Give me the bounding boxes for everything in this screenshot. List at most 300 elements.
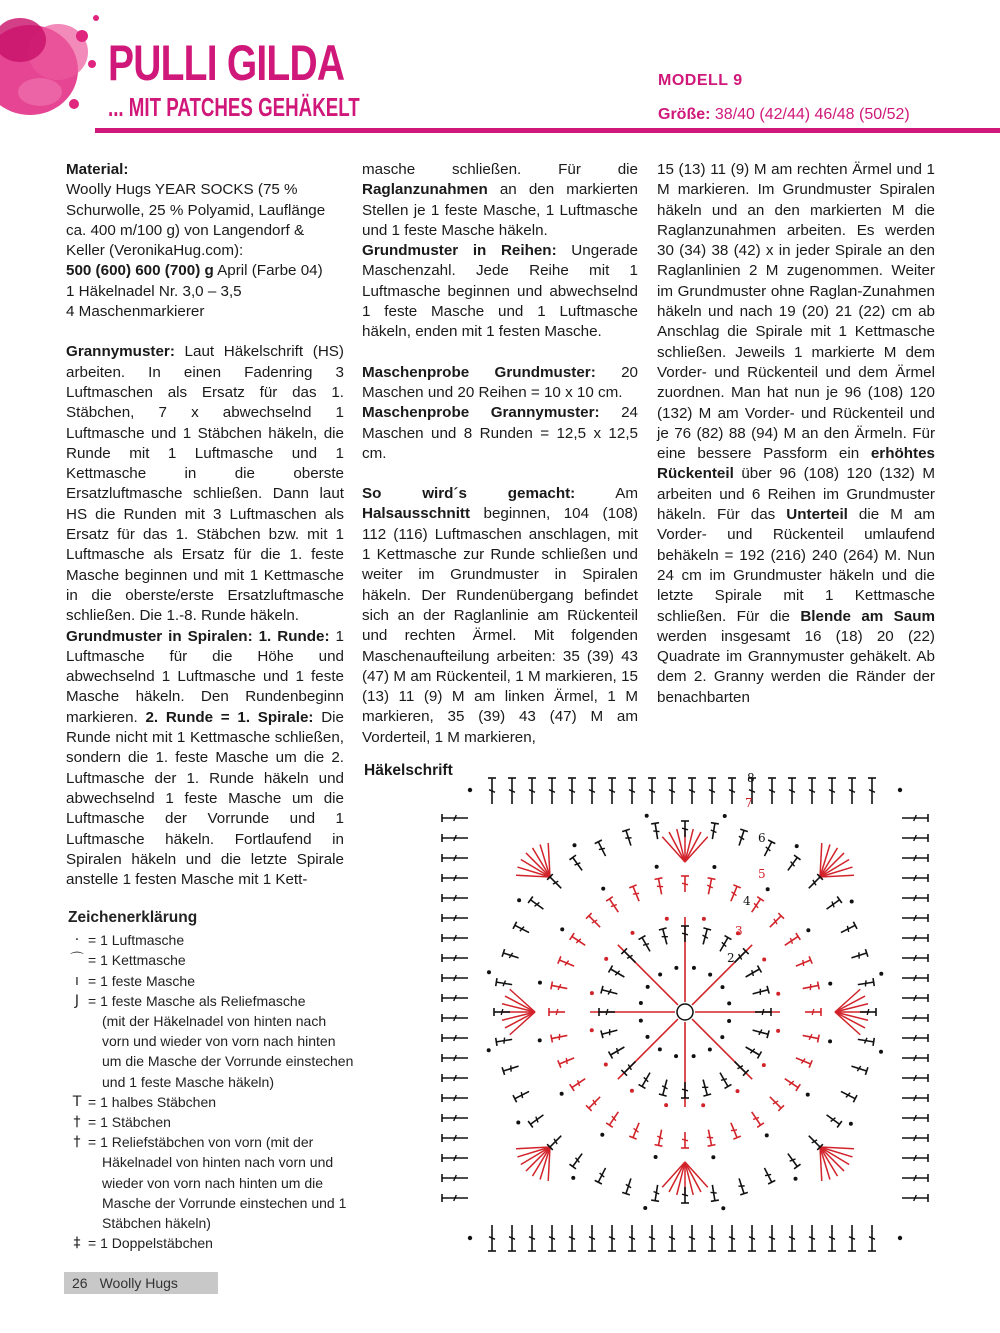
ring-stitch [496, 978, 513, 988]
ring-stitch [785, 1151, 801, 1169]
double-crochet-icon: † [73, 1114, 81, 1131]
chain-dot [720, 1035, 724, 1039]
border-stitch-right [902, 814, 928, 822]
chain-dot [708, 973, 712, 977]
ring-stitch [850, 949, 868, 962]
cont-text-b: über 96 (108) 120 (132) M arbeiten und 6 Reihen im Grundmuster häkeln. Für das [657, 465, 935, 524]
granny-paragraph [66, 342, 344, 626]
legend-item-text [88, 991, 356, 1092]
border-stitch-right [902, 914, 928, 922]
chain-dot [487, 1048, 491, 1052]
yarn-color: April (Farbe 04) [217, 262, 323, 280]
raglan-text-b: an den markierten Stellen je 1 feste Masche, 1 Luftmasche und 1 feste Masche häkeln. [362, 181, 638, 239]
ring-stitch [569, 1151, 585, 1169]
chain-dot [658, 972, 662, 976]
border-stitch-top [608, 778, 616, 804]
ring-stitch [783, 1075, 801, 1091]
border-stitch-left [442, 874, 468, 882]
chain-dot [590, 1028, 594, 1032]
chain-dot [664, 1103, 668, 1107]
border-stitch-top [848, 778, 856, 804]
legend-item-text [88, 950, 356, 970]
border-stitch-right [902, 1054, 928, 1062]
hem-band-heading: Blende am Saum [800, 607, 935, 625]
instructions-heading: So wird´s gemacht: [362, 485, 576, 503]
size-value: 38/40 (42/44) 46/48 (50/52) [714, 106, 910, 123]
legend-item-label: = 1 Doppelstäbchen [88, 1235, 213, 1252]
ring-stitch [839, 1088, 857, 1102]
ring-stitch [857, 1035, 874, 1045]
chain-dot [516, 1121, 520, 1125]
relief-single-crochet-icon: J [74, 992, 80, 1009]
chain-dot [630, 1089, 634, 1093]
ring-stitch [794, 956, 812, 970]
rows-heading: Grundmuster in Reihen: [362, 242, 557, 260]
border-stitch-bottom [708, 1225, 716, 1251]
ring-stitch [806, 874, 823, 891]
ring-stitch [494, 1008, 510, 1016]
legend-heading: Zeichenerklärung [68, 909, 198, 926]
border-stitch-bottom [688, 1225, 696, 1251]
legend-item [66, 950, 356, 970]
border-stitch-bottom [608, 1225, 616, 1251]
front-post-double-crochet-icon: † [73, 1134, 81, 1151]
chain-dot [708, 1048, 712, 1052]
ring-stitch [570, 933, 588, 949]
border-stitch-left [442, 994, 468, 1002]
legend-item-note: Häkelnadel von hinten nach vorn und wieder von vorn nach hinten um die Masche der Vorrunde einstechen und 1 Stäbchen häkeln) [102, 1154, 347, 1232]
ring-stitch [748, 1110, 764, 1128]
ring-stitch [860, 1008, 876, 1016]
round-number-label: 3 [735, 924, 743, 938]
chain-stitch-icon: · [74, 932, 80, 949]
ring-stitch [622, 1177, 635, 1195]
ring-stitch [794, 1054, 812, 1068]
ring-stitch [681, 1187, 689, 1203]
chain-dot [517, 898, 521, 902]
border-stitch-bottom [488, 1225, 496, 1251]
chain-dot [828, 1039, 832, 1043]
chain-dot [639, 1001, 643, 1005]
border-stitch-top [708, 778, 716, 804]
border-stitch-top [588, 778, 596, 804]
page-subtitle: ... MIT PATCHES GEHÄKELT [108, 92, 360, 122]
gauge-text-2: 24 Maschen und 8 Runden = 12,5 x 12,5 cm. [362, 404, 638, 462]
border-stitch-left [442, 1014, 468, 1022]
chain-dot [643, 1206, 647, 1210]
legend-item [66, 1112, 356, 1132]
chain-dot [571, 1176, 575, 1180]
chain-dot [711, 1155, 715, 1159]
border-stitch-left [442, 1154, 468, 1162]
chain-dot [849, 1122, 853, 1126]
border-stitch-left [442, 1134, 468, 1142]
border-stitch-bottom [748, 1225, 756, 1251]
ring-stitch [570, 1075, 588, 1091]
ring-stitch [606, 1110, 622, 1128]
chain-dot [639, 1019, 643, 1023]
page-number: 26 [72, 1275, 88, 1291]
ring-stitch [744, 966, 762, 981]
chain-dot [850, 899, 854, 903]
rows-paragraph [362, 241, 638, 342]
half-double-crochet-icon: T [72, 1093, 82, 1110]
continuation-paragraph [657, 160, 935, 708]
ring-stitch [513, 1088, 531, 1102]
border-stitch-bottom [508, 1225, 516, 1251]
ring-stitch [629, 885, 643, 903]
ring-stitch [708, 823, 718, 840]
legend-item-label: = 1 Kettmasche [88, 952, 186, 969]
chain-dot [701, 1103, 705, 1107]
legend-item-text [88, 1233, 356, 1253]
ring-stitch [727, 885, 741, 903]
border-stitch-bottom [848, 1225, 856, 1251]
ring-stitch [805, 1008, 821, 1016]
border-stitch-left [442, 1074, 468, 1082]
border-stitch-top [868, 778, 876, 804]
ring-stitch [629, 1121, 643, 1139]
ring-stitch [785, 855, 801, 873]
ring-stitch [748, 897, 764, 915]
chain-dot [572, 843, 576, 847]
border-stitch-bottom [668, 1225, 676, 1251]
chain-dot [487, 970, 491, 974]
chain-dot [560, 1092, 564, 1096]
spiral-paragraph [66, 627, 344, 891]
ring-stitch [767, 1094, 784, 1111]
ring-stitch [651, 823, 661, 840]
ring-stitch [802, 1031, 819, 1042]
chain-dot [735, 1089, 739, 1093]
legend-item-text [88, 1132, 356, 1233]
chain-dot [631, 931, 635, 935]
corner-chain-dot [468, 1236, 472, 1240]
border-stitch-left [442, 1194, 468, 1202]
ring-stitch [586, 1094, 603, 1111]
ring-stitch [824, 1112, 842, 1128]
round-number-label: 7 [745, 796, 753, 810]
ring-stitch [735, 1177, 748, 1195]
border-stitch-left [442, 1174, 468, 1182]
ring-stitch [528, 1112, 546, 1128]
round-number-label: 4 [743, 894, 751, 908]
border-stitch-top [528, 778, 536, 804]
legend-item-label: = 1 halbes Stäbchen [88, 1093, 217, 1110]
border-stitch-left [442, 1114, 468, 1122]
ring-stitch [595, 1166, 609, 1184]
spiral-heading: Grundmuster in Spiralen: 1. Runde: [66, 627, 330, 645]
ring-stitch [502, 1062, 520, 1075]
page-footer [64, 1272, 218, 1294]
chain-dot [560, 927, 564, 931]
ring-stitch [639, 1071, 654, 1089]
material-heading: Material: [66, 161, 129, 178]
chain-dot [665, 917, 669, 921]
ring-stitch [606, 897, 622, 915]
ring-stitch [699, 928, 711, 946]
chain-dot [806, 928, 810, 932]
chain-dot [806, 1093, 810, 1097]
legend-item [66, 1092, 356, 1112]
border-stitch-left [442, 1094, 468, 1102]
ring-stitch [850, 1062, 868, 1075]
legend-item-text [88, 1112, 356, 1132]
legend-item [66, 1233, 356, 1253]
border-stitch-right [902, 1114, 928, 1122]
ring-stitch [802, 982, 819, 993]
ring-stitch [659, 1079, 671, 1097]
gauge-heading-1: Maschenprobe Grundmuster: [362, 363, 596, 381]
size-info [658, 106, 910, 124]
ring-stitch [681, 926, 689, 942]
border-stitch-bottom [808, 1225, 816, 1251]
ring-stitch [744, 1044, 762, 1059]
chain-dot [879, 1050, 883, 1054]
raglan-heading: Raglanzunahmen [362, 181, 488, 199]
header-rule [95, 128, 1000, 133]
chain-dot [721, 1206, 725, 1210]
ring-stitch [601, 1026, 619, 1038]
ring-stitch [699, 1079, 711, 1097]
spiral-round-2-heading: 2. Runde = 1. Spirale: [145, 708, 314, 726]
chain-dot [794, 1177, 798, 1181]
diagram-title: Häkelschrift [364, 762, 453, 779]
chain-dot [590, 991, 594, 995]
ring-stitch [752, 986, 770, 998]
border-stitch-top [728, 778, 736, 804]
border-stitch-top [828, 778, 836, 804]
legend-item-label: = 1 Stäbchen [88, 1114, 171, 1131]
ring-stitch [551, 1031, 568, 1042]
chain-dot [604, 957, 608, 961]
round-number-label: 8 [747, 771, 755, 785]
chain-dot [721, 985, 725, 989]
legend-item [66, 1132, 356, 1233]
chain-dot [654, 1155, 658, 1159]
legend-item [66, 971, 356, 991]
chain-dot [727, 1019, 731, 1023]
legend-item-label: = 1 feste Masche als Reliefmasche [88, 992, 306, 1009]
ring-stitch [824, 896, 842, 912]
material-text: Woolly Hugs YEAR SOCKS (75 % Schurwolle, 25 % Polyamid, Lauflänge ca. 400 m/100 g) von Langendorf & Keller (VeronikaHug.com): [66, 181, 326, 260]
border-stitch-top [488, 778, 496, 804]
chain-dot [538, 1038, 542, 1042]
yarn-amount [66, 261, 344, 281]
chain-dot [712, 865, 716, 869]
ring-stitch [761, 1166, 775, 1184]
border-stitch-left [442, 974, 468, 982]
ring-stitch [547, 1133, 564, 1150]
border-stitch-right [902, 934, 928, 942]
crochet-chart [440, 760, 930, 1280]
border-stitch-right [902, 1094, 928, 1102]
cont-text-d: werden insgesamt 16 (18) 20 (22) Quadrate im Grannymuster gehäkelt. Ab dem 2. Granny werden die Ränder der benachbarten [657, 627, 935, 706]
border-stitch-left [442, 894, 468, 902]
chain-dot [766, 887, 770, 891]
hook-size: 1 Häkelnadel Nr. 3,0 – 3,5 [66, 282, 242, 300]
border-stitch-left [442, 854, 468, 862]
border-stitch-left [442, 954, 468, 962]
border-stitch-right [902, 1134, 928, 1142]
border-stitch-bottom [728, 1225, 736, 1251]
ring-stitch [528, 896, 546, 912]
chain-dot [658, 1047, 662, 1051]
chain-dot [776, 992, 780, 996]
border-stitch-top [688, 778, 696, 804]
ring-stitch [639, 936, 654, 954]
border-stitch-top [508, 778, 516, 804]
chain-dot [655, 865, 659, 869]
chain-dot [828, 982, 832, 986]
border-stitch-right [902, 1194, 928, 1202]
ring-stitch [681, 876, 689, 892]
ring-stitch [704, 1129, 715, 1146]
rows-text: Ungerade Maschenzahl. Jede Reihe mit 1 Luftmasche beginnen und abwechselnd 1 feste Masche und 1 Luftmasche häkeln, enden mit 1 festen Masche. [362, 242, 638, 341]
ring-stitch [708, 1184, 718, 1201]
chain-dot [600, 1133, 604, 1137]
stitch-markers: 4 Maschenmarkierer [66, 303, 205, 321]
raglan-text-a: masche schließen. Für die [362, 161, 638, 178]
border-stitch-left [442, 1034, 468, 1042]
border-stitch-right [902, 1014, 928, 1022]
round-number-label: 6 [758, 831, 766, 845]
border-stitch-right [902, 1074, 928, 1082]
chain-dot [702, 917, 706, 921]
border-stitch-left [442, 834, 468, 842]
legend-item-label: = 1 Reliefstäbchen von vorn (mit der [88, 1134, 314, 1151]
chain-dot [765, 1133, 769, 1137]
chain-dot [674, 1054, 678, 1058]
ring-stitch [513, 922, 531, 936]
instructions-paragraph [362, 484, 638, 748]
border-stitch-right [902, 894, 928, 902]
border-stitch-left [442, 934, 468, 942]
ring-stitch [599, 1008, 615, 1016]
border-stitch-top [808, 778, 816, 804]
legend-item-text [88, 971, 356, 991]
chain-dot [762, 958, 766, 962]
legend-item-label: = 1 Luftmasche [88, 932, 185, 949]
round-number-label: 5 [758, 867, 766, 881]
ring-stitch [609, 1044, 627, 1059]
legend-item [66, 991, 356, 1092]
text-column-1 [66, 160, 344, 890]
model-number: MODELL 9 [658, 72, 743, 89]
border-stitch-right [902, 1154, 928, 1162]
border-stitch-top [628, 778, 636, 804]
ring-stitch [717, 1071, 732, 1089]
treble-crochet-icon: ‡ [73, 1235, 81, 1252]
spiral-text-1: 1 Luftmasche für die Höhe und abwechselnd 1 Luftmasche und 1 feste Masche häkeln. Den Rundenbeginn markieren. [66, 627, 344, 726]
border-stitch-right [902, 974, 928, 982]
text-column-3 [657, 160, 935, 708]
border-stitch-bottom [768, 1225, 776, 1251]
raglan-paragraph [362, 160, 638, 241]
watercolor-splash-decoration [0, 0, 110, 140]
magazine-name: Woolly Hugs [99, 1275, 178, 1291]
border-stitch-right [902, 834, 928, 842]
slip-stitch-icon: ⌒ [70, 952, 84, 969]
border-stitch-right [902, 874, 928, 882]
legend-item-label: = 1 feste Masche [88, 972, 196, 989]
cont-text-a: 15 (13) 11 (9) M am rechten Ärmel und 1 M markieren. Im Grundmuster Spiralen häkeln und an den markierten M die Raglanzunahmen arbeiten. Es werden 30 (34) 38 (42) x in jeder Spirale an den Raglanlinien 2 M zugenommen. Weiter im Grundmuster ohne Raglan-Zunahmen häkeln und nach 19 (20) 21 (22) cm ab Anschlag die Spirale mit 1 Kettmasche schließen. Jeweils 1 markierte M dem Vorder- und Rückenteil und dem Ärmel zuordnen. Man hat nun je 96 (108) 120 (132) M am Vorder- und Rückenteil und je 76 (82) 88 (94) M an den Ärmeln. Für eine bessere Passform ein [657, 161, 935, 463]
border-stitch-bottom [628, 1225, 636, 1251]
border-stitch-bottom [788, 1225, 796, 1251]
ring-stitch [569, 855, 585, 873]
border-stitch-right [902, 954, 928, 962]
ring-stitch [681, 1082, 689, 1098]
chain-dot [692, 1054, 696, 1058]
border-stitch-bottom [648, 1225, 656, 1251]
ring-stitch [857, 978, 874, 988]
ring-stitch [609, 966, 627, 981]
border-stitch-left [442, 814, 468, 822]
ring-stitch [727, 1121, 741, 1139]
size-label: Größe: [658, 106, 711, 123]
legend-item-text [88, 1092, 356, 1112]
ring-stitch [558, 956, 576, 970]
ring-stitch [681, 821, 689, 837]
gauge-paragraph-1 [362, 363, 638, 404]
granny-heading: Grannymuster: [66, 343, 175, 361]
chain-dot [674, 966, 678, 970]
ring-stitch [735, 829, 748, 847]
ring-stitch [752, 1026, 770, 1038]
ring-stitch [806, 1133, 823, 1150]
corner-chain-dot [468, 788, 472, 792]
center-ring [677, 1004, 693, 1020]
gauge-text-1: 20 Maschen und 20 Reihen = 10 x 10 cm. [362, 363, 638, 401]
gauge-heading-2: Maschenprobe Grannymuster: [362, 404, 600, 422]
border-stitch-top [648, 778, 656, 804]
chain-dot [538, 981, 542, 985]
granny-text: Laut Häkelschrift (HS) arbeiten. In einen Fadenring 3 Luftmaschen als Ersatz für das 1. Stäbchen, 7 x abwechselnd 1 Luftmasche und 1 Stäbchen häkeln, die Runde mit 1 Luftmasche und 1 Kettmasche in die oberste Ersatzluftmasche schließen. Dann laut HS die Runden mit 3 Luftmaschen als Ersatz für das 1. Stäbchen bzw. mit 1 Luftmasche als Ersatz für die 1. feste Masche beginnen und mit 1 Kettmasche in die oberste/erste Ersatzluftmasche schließen. Die 1.-8. Runde häkeln. [66, 343, 344, 625]
corner-chain-dot [898, 1236, 902, 1240]
chain-dot [645, 1035, 649, 1039]
border-stitch-left [442, 1054, 468, 1062]
chain-dot [601, 887, 605, 891]
ring-stitch [655, 1129, 666, 1146]
ring-stitch [651, 1184, 661, 1201]
border-stitch-top [788, 778, 796, 804]
border-stitch-top [548, 778, 556, 804]
ring-stitch [622, 829, 635, 847]
ring-stitch [496, 1035, 513, 1045]
chain-dot [692, 966, 696, 970]
back-raise-heading: erhöhtes Rückenteil [657, 445, 935, 483]
border-stitch-top [768, 778, 776, 804]
ring-stitch [551, 982, 568, 993]
symbol-legend [66, 908, 356, 1253]
instructions-text-b: beginnen, 104 (108) 112 (116) Luftmaschen anschlagen, mit 1 Kettmasche zur Runde schließen und weiter im Grundmuster in Spiralen häkeln. Der Rundenübergang befindet sich an der Raglanlinie am Rückenteil und rechten Ärmel. Mit folgenden Maschenaufteilung arbeiten: 35 (39) 43 (47) M am Rückenteil, 1 M markieren, 15 (13) 11 (9) M am linken Ärmel, 1 M markieren, 35 (39) 43 (47) M am Vorderteil, 1 M markieren, [362, 505, 638, 746]
ring-stitch [586, 913, 603, 930]
gauge-paragraph-2 [362, 403, 638, 464]
corner-chain-dot [898, 788, 902, 792]
chain-dot [727, 1001, 731, 1005]
chain-dot [723, 814, 727, 818]
ring-stitch [839, 922, 857, 936]
border-stitch-bottom [568, 1225, 576, 1251]
ring-stitch [558, 1054, 576, 1068]
ring-stitch [655, 878, 666, 895]
ring-stitch [595, 840, 609, 858]
border-stitch-top [668, 778, 676, 804]
ring-stitch [783, 933, 801, 949]
ring-stitch [502, 949, 520, 962]
ring-stitch [681, 1132, 689, 1148]
chain-dot [762, 1063, 766, 1067]
